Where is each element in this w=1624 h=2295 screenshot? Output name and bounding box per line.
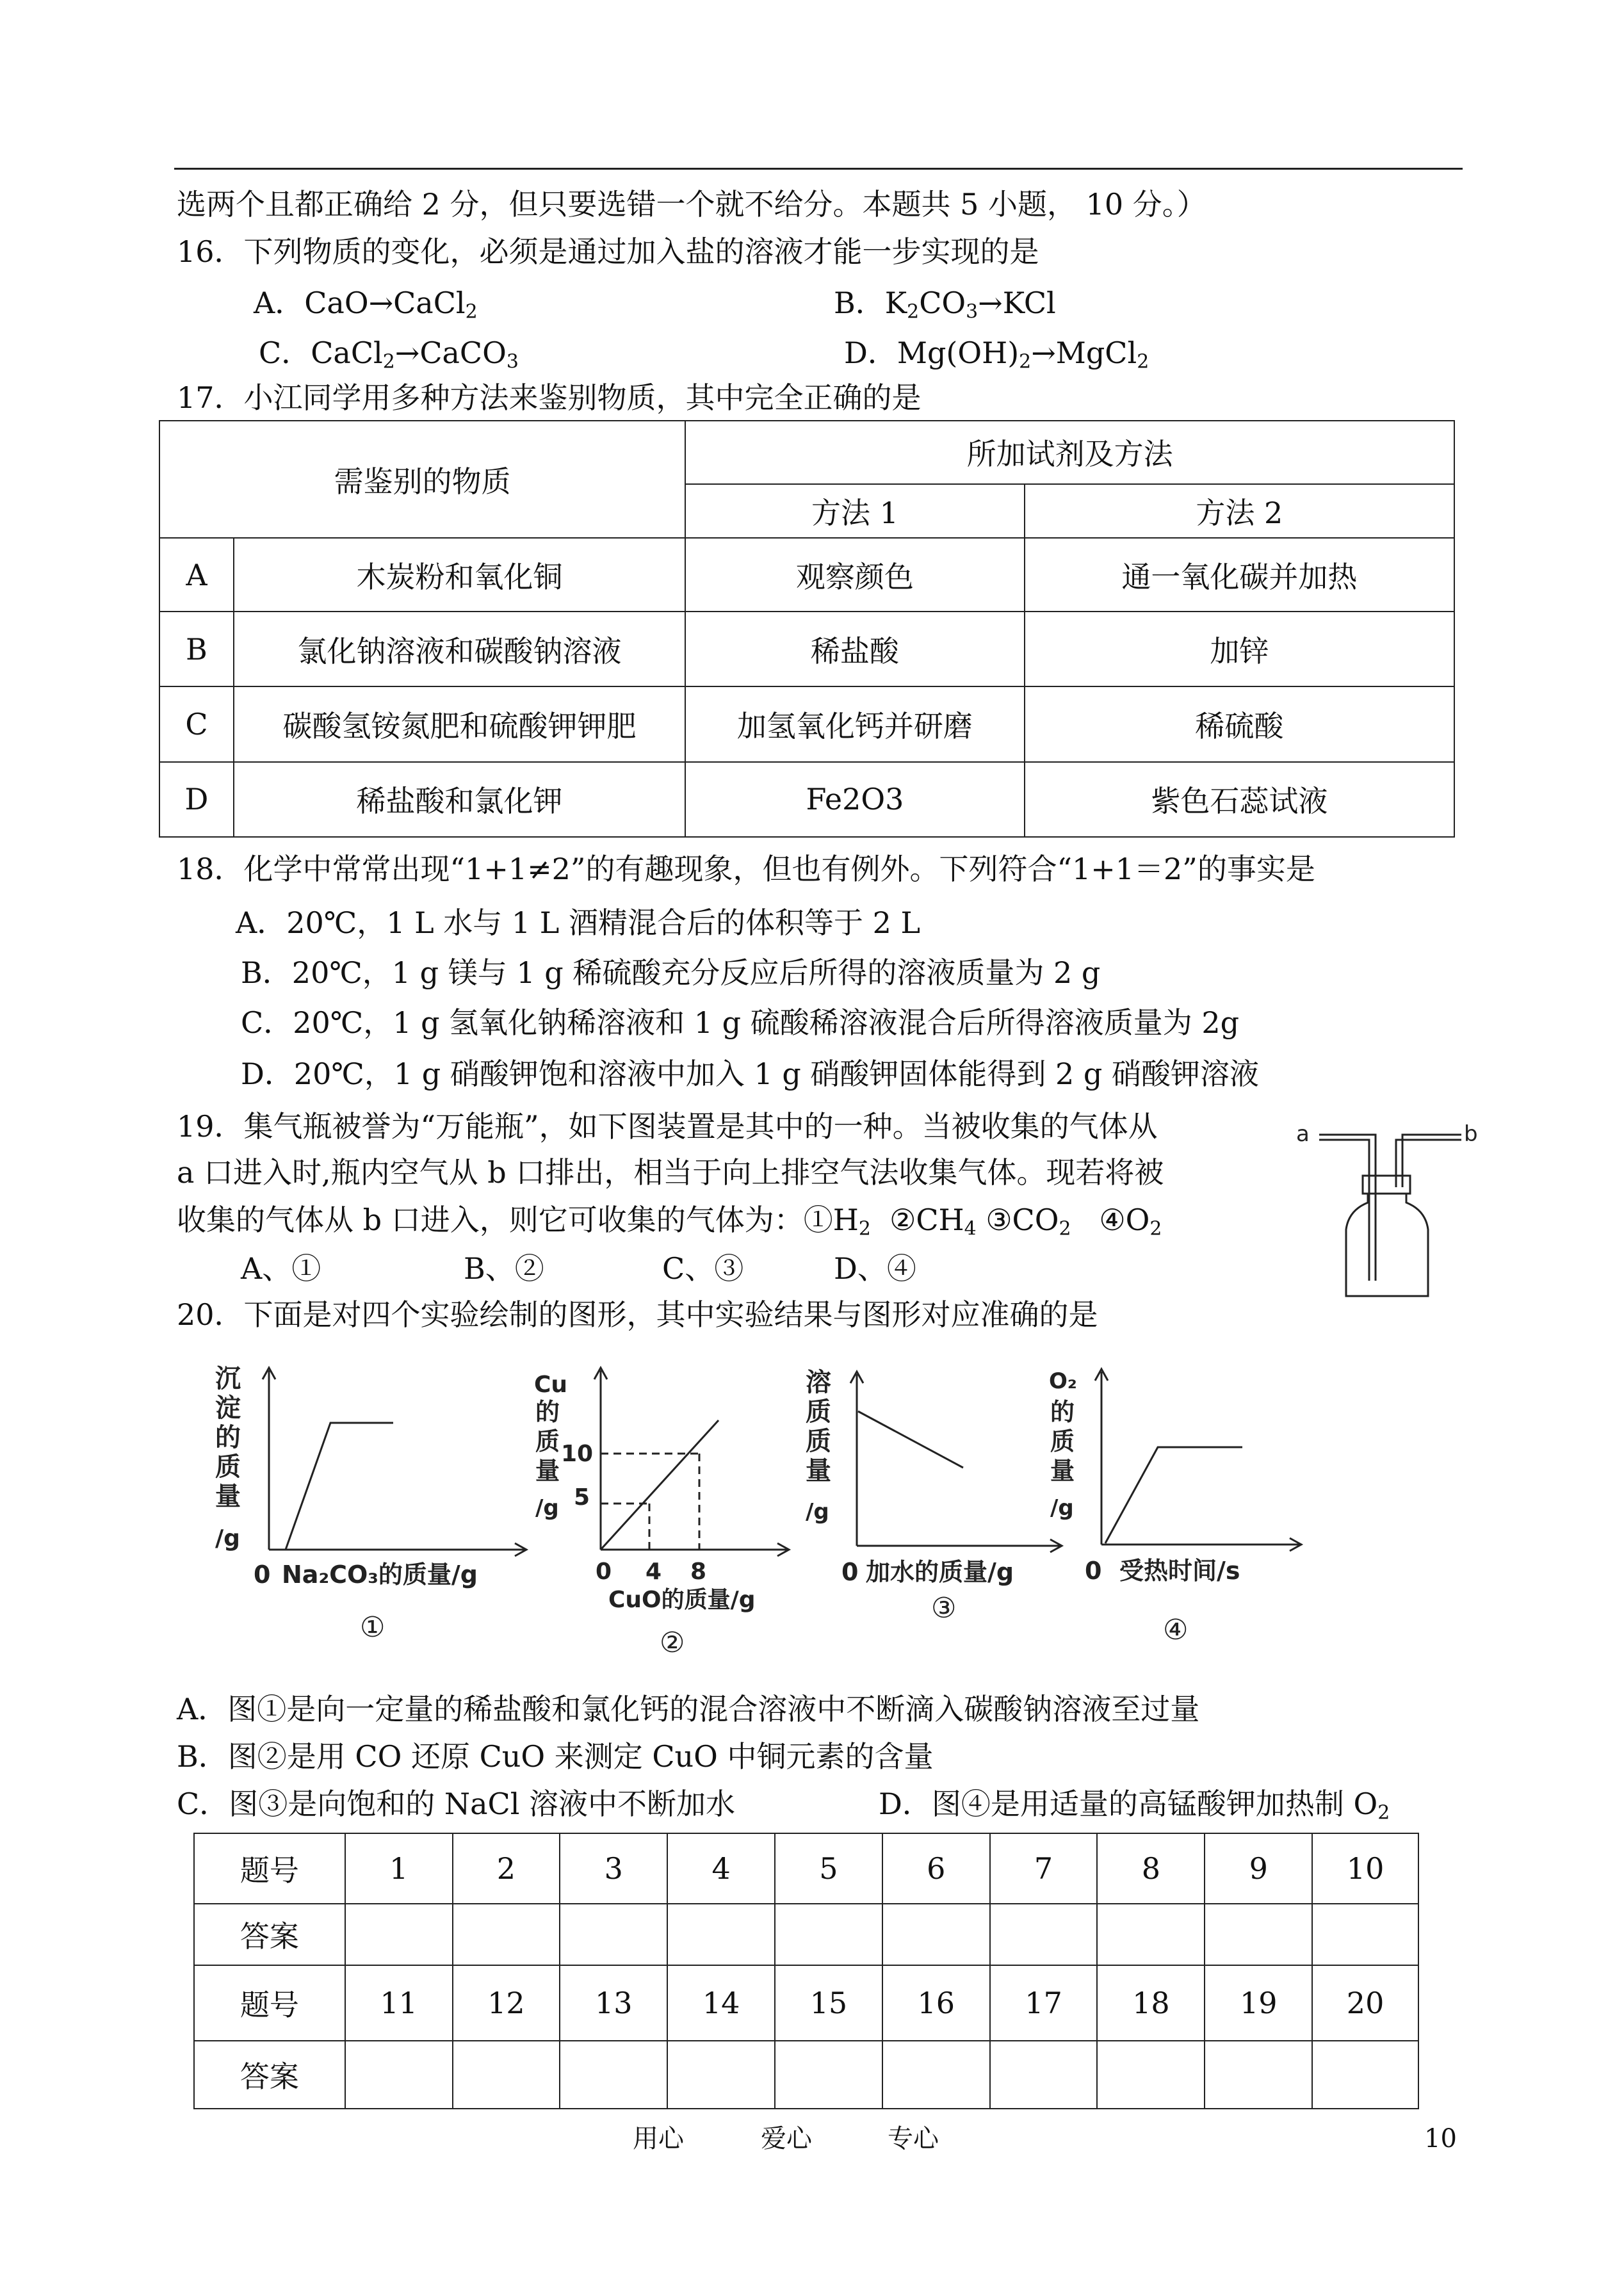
svg-text:沉: 沉 — [215, 1364, 241, 1393]
q17-header-method2: 方法 2 — [1025, 484, 1454, 538]
q17-row-method2: 稀硫酸 — [1025, 686, 1454, 761]
svg-text:量: 量 — [535, 1457, 560, 1485]
answer-table-number: 2 — [453, 1833, 560, 1904]
q19-line1: 19．集气瓶被誉为“万能瓶”，如下图装置是其中的一种。当被收集的气体从 — [177, 1109, 1158, 1144]
answer-table-number: 19 — [1205, 1965, 1312, 2041]
q17-row-key: B — [159, 612, 234, 686]
svg-text:Na₂CO₃的质量/g: Na₂CO₃的质量/g — [282, 1561, 478, 1589]
q17-row-substance: 氯化钠溶液和碳酸钠溶液 — [234, 612, 685, 686]
answer-cell[interactable] — [990, 1904, 1098, 1965]
svg-text:④: ④ — [1163, 1614, 1189, 1646]
graph-2 — [532, 1356, 800, 1659]
q18-option-c: C．20℃，1 g 氢氧化钠稀溶液和 1 g 硫酸稀溶液混合后所得溶液质量为 2g — [241, 1005, 1240, 1040]
footer-text-3: 专心 — [888, 2124, 939, 2153]
answer-table-number: 18 — [1097, 1965, 1205, 2041]
svg-text:0: 0 — [596, 1559, 612, 1585]
svg-text:受热时间/s: 受热时间/s — [1119, 1557, 1240, 1585]
answer-cell[interactable] — [667, 2041, 775, 2109]
answer-table-number: 7 — [990, 1833, 1098, 1904]
answer-cell[interactable] — [1205, 2041, 1312, 2109]
svg-text:0: 0 — [841, 1558, 859, 1586]
q16-option-a: A．CaO→CaCl$_2$ — [254, 286, 478, 323]
q17-row-key: A — [159, 538, 234, 612]
answer-cell[interactable] — [775, 2041, 882, 2109]
svg-text:量: 量 — [1050, 1457, 1075, 1485]
svg-text:加水的质量/g: 加水的质量/g — [866, 1558, 1014, 1586]
answer-table-number: 9 — [1205, 1833, 1312, 1904]
q16-option-b: B．$K_2CO_3\to KCl$ — [834, 286, 1056, 323]
answer-cell[interactable] — [345, 1904, 453, 1965]
graph4-curve — [1105, 1447, 1242, 1543]
graph1-curve — [286, 1423, 393, 1550]
q19-option-b: B、② — [464, 1251, 544, 1286]
svg-text:CuO的质量/g: CuO的质量/g — [608, 1587, 756, 1613]
svg-text:的: 的 — [215, 1423, 241, 1452]
svg-text:的: 的 — [535, 1398, 560, 1426]
q17-row-method2: 通一氧化碳并加热 — [1025, 538, 1454, 612]
q20-option-c: C．图③是向饱和的 NaCl 溶液中不断加水 — [177, 1787, 736, 1821]
answer-cell[interactable] — [1312, 2041, 1418, 2109]
q17-stem: 17．小江同学用多种方法来鉴别物质，其中完全正确的是 — [177, 380, 922, 415]
svg-text:质: 质 — [215, 1452, 241, 1482]
answer-table — [193, 1833, 1419, 2109]
svg-text:质: 质 — [535, 1427, 560, 1456]
q17-row-method1: 观察颜色 — [685, 538, 1025, 612]
q16-option-d: D．$Mg(OH)_2\to MgCl_2$ — [844, 336, 1149, 373]
answer-table-label-no: 题号 — [194, 1833, 345, 1904]
answer-cell[interactable] — [1205, 1904, 1312, 1965]
graph2-line — [601, 1420, 719, 1550]
answer-table-label-no: 题号 — [194, 1965, 345, 2041]
q17-header-method1: 方法 1 — [685, 484, 1025, 538]
q17-row-method2: 加锌 — [1025, 612, 1454, 686]
q18-option-b: B．20℃，1 g 镁与 1 g 稀硫酸充分反应后所得的溶液质量为 2 g — [241, 955, 1101, 990]
footer-text-2: 爱心 — [761, 2124, 812, 2153]
q17-row-substance: 碳酸氢铵氮肥和硫酸钾钾肥 — [234, 686, 685, 761]
svg-text:O₂: O₂ — [1049, 1368, 1077, 1394]
answer-table-number: 17 — [990, 1965, 1098, 2041]
svg-text:①: ① — [360, 1611, 386, 1644]
q17-row-method1: Fe2O3 — [685, 762, 1025, 837]
q17-row-method1: 稀盐酸 — [685, 612, 1025, 686]
q18-option-d: D．20℃，1 g 硝酸钾饱和溶液中加入 1 g 硝酸钾固体能得到 2 g 硝酸钾溶液 — [241, 1057, 1259, 1091]
q17-row-key: C — [159, 686, 234, 761]
svg-text:量: 量 — [215, 1482, 241, 1511]
q17-header-substance: 需鉴别的物质 — [159, 421, 685, 538]
footer-text-1: 用心 — [633, 2124, 684, 2153]
svg-text:8: 8 — [690, 1559, 707, 1585]
q17-row-method1: 加氢氧化钙并研磨 — [685, 686, 1025, 761]
answer-table-number: 5 — [775, 1833, 882, 1904]
bottle-label-a: a — [1296, 1121, 1310, 1147]
svg-text:质: 质 — [806, 1427, 831, 1456]
q16-option-c: C．CaCl$_2$→CaCO$_3$ — [259, 336, 519, 373]
answer-table-number: 11 — [345, 1965, 453, 2041]
svg-text:0: 0 — [254, 1561, 271, 1589]
graph-4 — [1044, 1358, 1313, 1646]
q19-option-d: D、④ — [834, 1251, 916, 1286]
answer-table-number: 10 — [1312, 1833, 1418, 1904]
answer-table-number: 14 — [667, 1965, 775, 2041]
answer-cell[interactable] — [775, 1904, 882, 1965]
q20-option-d: D．图④是用适量的高锰酸钾加热制 $O_2$ — [879, 1787, 1390, 1824]
answer-cell[interactable] — [345, 2041, 453, 2109]
graph-1 — [211, 1358, 532, 1644]
answer-cell[interactable] — [1097, 1904, 1205, 1965]
answer-cell[interactable] — [1097, 2041, 1205, 2109]
answer-table-number: 12 — [453, 1965, 560, 2041]
bottle-label-b: b — [1464, 1121, 1478, 1147]
q17-header-reagents: 所加试剂及方法 — [685, 421, 1454, 484]
answer-cell[interactable] — [882, 1904, 990, 1965]
q17-row-substance: 稀盐酸和氯化钾 — [234, 762, 685, 837]
svg-text:/g: /g — [215, 1525, 240, 1552]
answer-cell[interactable] — [560, 2041, 667, 2109]
answer-table-number: 4 — [667, 1833, 775, 1904]
q19-line3: 收集的气体从 b 口进入，则它可收集的气体为：$①H_2$ $②CH_4$ $③CO_2$ $④O_2$ — [177, 1203, 1162, 1240]
answer-table-number: 3 — [560, 1833, 667, 1904]
answer-table-number: 1 — [345, 1833, 453, 1904]
svg-text:/g: /g — [1050, 1495, 1074, 1521]
answer-cell[interactable] — [453, 2041, 560, 2109]
q17-row-key: D — [159, 762, 234, 837]
svg-text:10: 10 — [561, 1441, 594, 1467]
answer-cell[interactable] — [453, 1904, 560, 1965]
q18-stem: 18．化学中常常出现“1+1≠2”的有趣现象，但也有例外。下列符合“1+1＝2”的事实是 — [177, 852, 1315, 886]
answer-table-number: 20 — [1312, 1965, 1418, 2041]
q17-table — [159, 420, 1455, 838]
svg-text:量: 量 — [806, 1456, 831, 1486]
answer-cell[interactable] — [560, 1904, 667, 1965]
q19-option-c: C、③ — [662, 1251, 744, 1286]
q19-line2: a 口进入时,瓶内空气从 b 口排出，相当于向上排空气法收集气体。现若将被 — [177, 1155, 1164, 1190]
svg-text:0: 0 — [1085, 1557, 1102, 1585]
svg-text:质: 质 — [806, 1397, 831, 1427]
bottle-body — [1346, 1194, 1428, 1296]
answer-table-number: 8 — [1097, 1833, 1205, 1904]
answer-cell[interactable] — [882, 2041, 990, 2109]
long-tube — [1319, 1135, 1376, 1281]
svg-text:溶: 溶 — [806, 1368, 831, 1397]
svg-text:/g: /g — [535, 1495, 559, 1521]
answer-cell[interactable] — [1312, 1904, 1418, 1965]
short-tube — [1402, 1135, 1461, 1187]
q17-row-method2: 紫色石蕊试液 — [1025, 762, 1454, 837]
graph-3 — [804, 1360, 1073, 1642]
answer-cell[interactable] — [990, 2041, 1098, 2109]
svg-text:的: 的 — [1050, 1398, 1075, 1426]
svg-text:4: 4 — [646, 1559, 662, 1585]
graph3-line — [858, 1411, 963, 1468]
q20-stem: 20．下面是对四个实验绘制的图形，其中实验结果与图形对应准确的是 — [177, 1297, 1098, 1332]
answer-table-label-ans: 答案 — [194, 2041, 345, 2109]
q19-option-a: A、① — [241, 1251, 321, 1286]
q20-option-a: A．图①是向一定量的稀盐酸和氯化钙的混合溶液中不断滴入碳酸钠溶液至过量 — [177, 1692, 1200, 1726]
answer-cell[interactable] — [667, 1904, 775, 1965]
answer-table-number: 16 — [882, 1965, 990, 2041]
svg-text:②: ② — [660, 1626, 685, 1659]
svg-text:Cu: Cu — [534, 1372, 568, 1398]
svg-text:③: ③ — [931, 1592, 957, 1625]
page-number: 10 — [1424, 2124, 1457, 2153]
intro-line: 选两个且都正确给 2 分，但只要选错一个就不给分。本题共 5 小题， 10 分。） — [177, 187, 1206, 222]
svg-text:淀: 淀 — [215, 1393, 241, 1423]
q17-row-substance: 木炭粉和氧化铜 — [234, 538, 685, 612]
answer-table-number: 6 — [882, 1833, 990, 1904]
answer-table-number: 13 — [560, 1965, 667, 2041]
q18-option-a: A．20℃，1 L 水与 1 L 酒精混合后的体积等于 2 L — [236, 905, 921, 940]
answer-table-label-ans: 答案 — [194, 1904, 345, 1965]
svg-text:质: 质 — [1050, 1427, 1075, 1456]
svg-text:5: 5 — [574, 1484, 590, 1511]
answer-table-number: 15 — [775, 1965, 882, 2041]
header-rule — [174, 168, 1463, 170]
gas-bottle-diagram — [1287, 1121, 1492, 1306]
q16-stem: 16．下列物质的变化，必须是通过加入盐的溶液才能一步实现的是 — [177, 234, 1039, 269]
svg-text:/g: /g — [806, 1499, 829, 1525]
q20-option-b: B．图②是用 CO 还原 CuO 来测定 CuO 中铜元素的含量 — [177, 1739, 934, 1774]
